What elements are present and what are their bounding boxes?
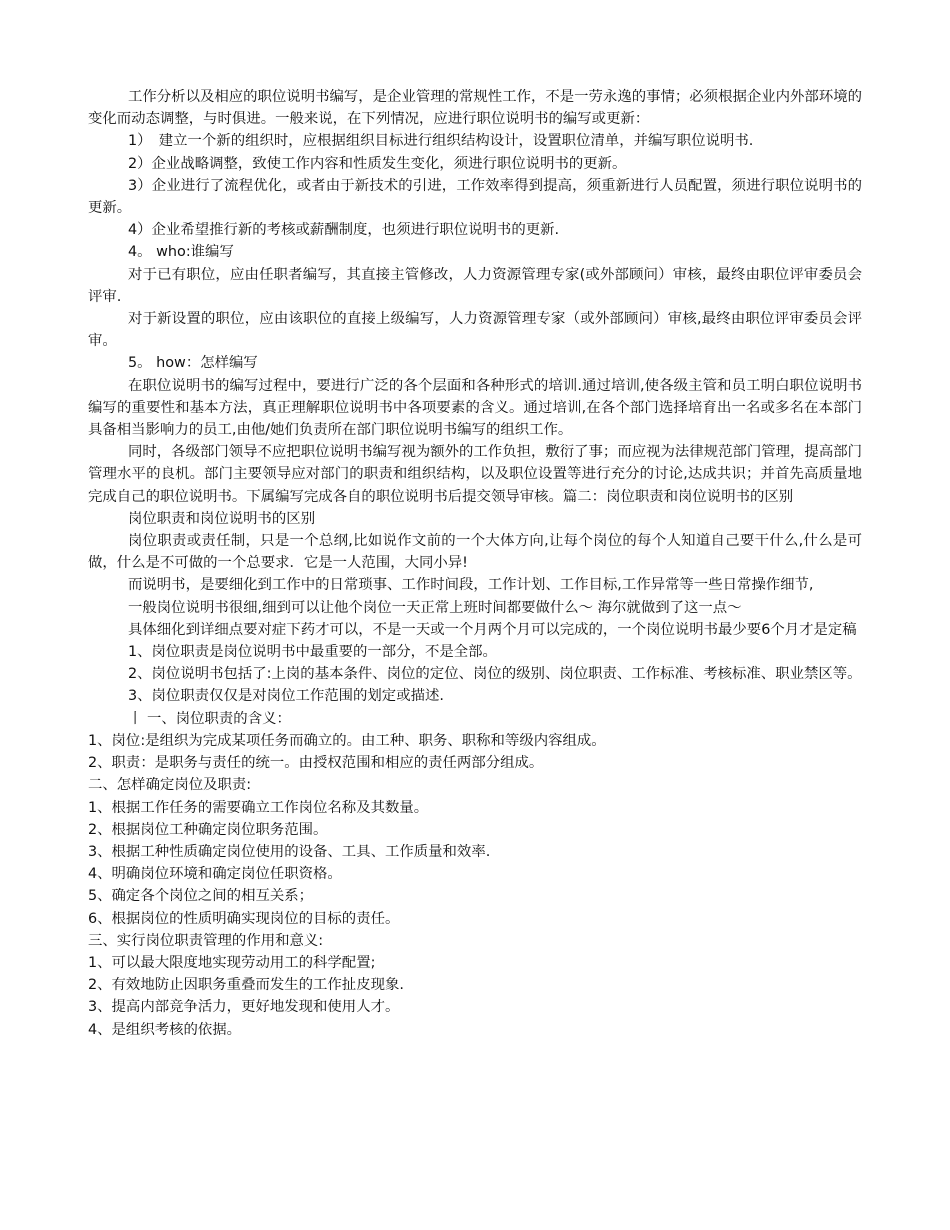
paragraph: 岗位职责和岗位说明书的区别 [128,510,316,527]
paragraph: 2、有效地防止因职务重叠而发生的工作扯皮现象. [88,977,404,994]
paragraph: 2、岗位说明书包括了:上岗的基本条件、岗位的定位、岗位的级别、岗位职责、工作标准、考核标准、职业禁区等。 [128,666,862,683]
paragraph: 1） 建立一个新的组织时，应根据组织目标进行组织结构设计，设置职位清单，并编写职位说明书. [128,133,754,150]
paragraph: 5、确定各个岗位之间的相互关系； [88,888,314,905]
paragraph: 2、职责：是职务与责任的统一。由授权范围和相应的责任两部分组成。 [88,755,544,772]
paragraph: 工作分析以及相应的职位说明书编写，是企业管理的常规性工作，不是一劳永逸的事情；必须根据企业内外部环境的变化而动态调整，与时俱进。一般来说，在下列情况，应进行职位说明书的编写或更新： [88,89,862,128]
paragraph: 一般岗位说明书很细,细到可以让他个岗位一天正常上班时间都要做什么～ 海尔就做到了这一点～ [128,599,742,616]
paragraph: 4）企业希望推行新的考核或薪酬制度，也须进行职位说明书的更新. [128,222,560,239]
document-body [88,86,862,1041]
paragraph: 3）企业进行了流程优化，或者由于新技术的引进，工作效率得到提高，须重新进行人员配置，须进行职位说明书的更新。 [88,177,862,217]
paragraph: 在职位说明书的编写过程中，要进行广泛的各个层面和各种形式的培训.通过培训,使各级主管和员工明白职位说明书编写的重要性和基本方法，真正理解职位说明书中各项要素的含义。通过培训,在各个部门选择培育出一名或多名在本部门具备相当影响力的员工,由他/她们负责所在部门职位说明书编写的组织工作。 [88,377,862,439]
paragraph: 2、根据岗位工种确定岗位职务范围。 [88,821,328,838]
paragraph: 具体细化到详细点要对症下药才可以，不是一天或一个月两个月可以完成的，一个岗位说明书最少要6个月才是定稿 [128,621,857,638]
paragraph: 丨 一、岗位职责的含义： [128,710,291,727]
paragraph: 二、怎样确定岗位及职责: [88,777,252,794]
paragraph: 3、根据工种性质确定岗位使用的设备、工具、工作质量和效率. [88,843,491,860]
paragraph: 对于已有职位，应由任职者编写，其直接主管修改，人力资源管理专家(或外部顾问）审核，最终由职位评审委员会评审. [88,266,862,305]
paragraph: 2）企业战略调整，致使工作内容和性质发生变化，须进行职位说明书的更新。 [128,155,627,172]
paragraph: 3、岗位职责仅仅是对岗位工作范围的划定或描述. [128,688,444,705]
paragraph: 岗位职责或责任制，只是一个总纲,比如说作文前的一个大体方向,让每个岗位的每个人知道自己要干什么,什么是可做，什么是不可做的一个总要求．它是一人范围，大同小异! [88,533,862,572]
paragraph: 而说明书，是要细化到工作中的日常琐事、工作时间段，工作计划、工作目标,工作异常等一些日常操作细节, [128,577,814,594]
paragraph: 4、明确岗位环境和确定岗位任职资格。 [88,866,342,883]
paragraph: 1、岗位:是组织为完成某项任务而确立的。由工种、职务、职称和等级内容组成。 [88,732,606,749]
paragraph: 4。 who:谁编写 [128,244,234,261]
paragraph: 三、实行岗位职责管理的作用和意义: [88,932,324,949]
paragraph: 4、是组织考核的依据。 [88,1021,242,1038]
paragraph: 1、根据工作任务的需要确立工作岗位名称及其数量。 [88,799,429,816]
paragraph: 对于新设置的职位，应由该职位的直接上级编写，人力资源管理专家（或外部顾问）审核,最终由职位评审委员会评审。 [88,311,862,350]
paragraph: 5。 how：怎样编写 [128,355,258,372]
paragraph: 同时，各级部门领导不应把职位说明书编写视为额外的工作负担，敷衍了事；而应视为法律规范部门管理，提高部门管理水平的良机。部门主要领导应对部门的职责和组织结构，以及职位设置等进行充分的讨论,达成共识；并首先高质量地完成自己的职位说明书。下属编写完成各自的职位说明书后提交领导审核。篇二：岗位职责和岗位说明书的区别 [88,444,862,505]
paragraph: 3、提高内部竞争活力，更好地发现和使用人才。 [88,999,400,1016]
paragraph: 1、可以最大限度地实现劳动用工的科学配置; [88,954,376,971]
paragraph: 1、岗位职责是岗位说明书中最重要的一部分，不是全部。 [128,644,497,661]
paragraph: 6、根据岗位的性质明确实现岗位的目标的责任。 [88,910,400,927]
